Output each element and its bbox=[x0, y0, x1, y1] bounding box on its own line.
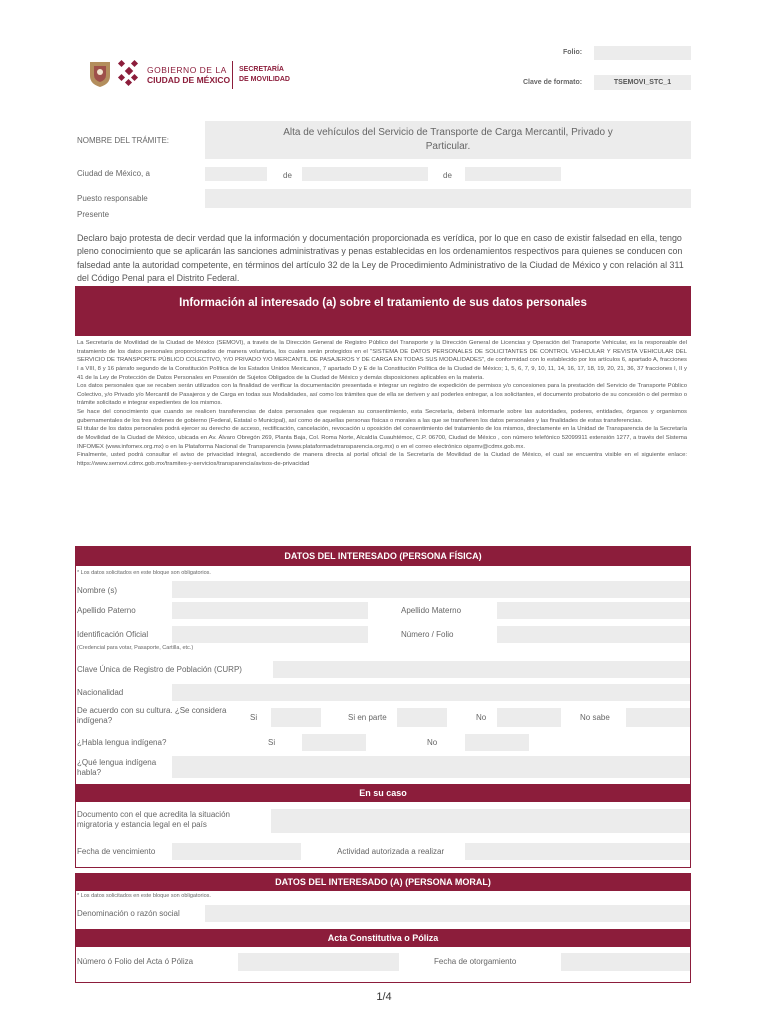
documento-line1: Documento con el que acredita la situación bbox=[77, 810, 230, 819]
cultura-en-parte-box[interactable] bbox=[397, 708, 447, 727]
nacionalidad-label: Nacionalidad bbox=[77, 688, 124, 697]
documento-line2: migratoria y estancia legal en el país bbox=[77, 820, 207, 829]
header-divider bbox=[232, 61, 233, 89]
cdmx-logo bbox=[116, 59, 142, 87]
fecha-dia-field[interactable] bbox=[205, 167, 267, 181]
vencimiento-label: Fecha de vencimiento bbox=[77, 847, 156, 856]
gov-line1: GOBIERNO DE LA bbox=[147, 65, 227, 75]
en-su-caso-title: En su caso bbox=[359, 788, 407, 798]
habla-si-box[interactable] bbox=[302, 734, 366, 751]
tramite-value-line1: Alta de vehículos del Servicio de Transporte de Carga Mercantil, Privado y bbox=[283, 127, 613, 138]
que-lengua-question bbox=[77, 758, 156, 778]
denominacion-field[interactable] bbox=[205, 905, 690, 922]
ap-paterno-label: Apellido Paterno bbox=[77, 606, 136, 615]
nombre-label: Nombre (s) bbox=[77, 586, 118, 595]
tramite-value-line2: Particular. bbox=[425, 141, 471, 152]
documento-label bbox=[77, 810, 230, 830]
moral-title: DATOS DEL INTERESADO (A) (PERSONA MORAL) bbox=[275, 877, 491, 887]
folio-field[interactable] bbox=[594, 46, 691, 60]
privacy-paragraph: El titular de los datos personales podrá ejercer su derecho de acceso, rectificación, cancelación, revocación u oposición del consentimiento del tratamiento de los mismos, directamente en la Unidad de Transparencia de la Secretaría de Movilidad de la Ciudad de México, ubicada en Av. Álvaro Obregón 269, Planta Baja, Col. Roma Norte, Alcaldía Cuauhtémoc, C.P. 06700, Ciudad de México , con número telefónico 52099911 extensión 1277, a través del Sistema INFOMEX (www.infomex.org.mx) o en la Plataforma Nacional de Transparencia (www.plataformadetransparencia.org.mx) o en el correo electrónico oipsmv@cdmx.gob.mx. bbox=[77, 426, 687, 450]
clave-field bbox=[594, 75, 691, 90]
acta-numero-label: Número ó Folio del Acta ó Póliza bbox=[77, 957, 194, 966]
privacy-paragraph: La Secretaría de Movilidad de la Ciudad de México (SEMOVI), a través de la Dirección General de Registro Público del Transporte y la Dirección General de Licencias y Operación del Transporte Vehicular, es la responsable del tratamiento de los datos personales proporcionados de manera voluntaria, los cuales serán protegidos en el "SISTEMA DE DATOS PERSONALES DE SOLICITANTES DE CONTROL VEHICULAR Y REVISTA VEHICULAR DEL SERVICIO DE TRANSPORTE PÚBLICO COLECTIVO, Y/O PRIVADO Y/O MERCANTIL DE PASAJEROS Y DE CARGA EN TODAS SUS MODALIDADES", de conformidad con lo establecido por los artículos 6, apartado A, fracciones I a VIII, 8 y 16 párrafo segundo de la Constitución Política de los Estados Unidos Mexicanos, 7 apartado D y E de la Constitución Política de la Ciudad de México; 1, 5, 6, 7, 9, 10, 11, 14, 16, 17, 18, 19, 20, 21, 36, 37 fracciones I, II y 41 de la Ley de Protección de Datos Personales en Posesión de Sujetos Obligados de la Ciudad de México y demás disposiciones aplicables en la materia. bbox=[77, 340, 687, 381]
denominacion-label: Denominación o razón social bbox=[77, 909, 180, 918]
secretaria-name bbox=[239, 65, 290, 85]
identificacion-label: Identificación Oficial bbox=[77, 630, 149, 639]
tramite-label: NOMBRE DEL TRÁMITE: bbox=[77, 136, 170, 145]
acta-numero-field[interactable] bbox=[238, 953, 399, 971]
cultura-question bbox=[77, 706, 226, 726]
que-lengua-field[interactable] bbox=[172, 756, 690, 778]
privacy-title-bar bbox=[75, 286, 691, 336]
actividad-field[interactable] bbox=[465, 843, 690, 860]
declaration-text: Declaro bajo protesta de decir verdad que la información y documentación proporcionada es verídica, por lo que en caso de existir falsedad en ella, tengo pleno conocimiento que se aplicarán las sanciones administrativas y penas establecidas en los ordenamientos respectivos para quienes se conducen con falsedad ante la autoridad competente, en términos del artículo 32 de la Ley de Procedimiento Administrativo de la Ciudad de México y con relación al 311 del Código Penal para el Distrito Federal. bbox=[77, 233, 684, 283]
clave-value: TSEMOVI_STC_1 bbox=[613, 79, 672, 86]
nombre-field[interactable] bbox=[172, 581, 690, 598]
privacy-paragraph: Se hace del conocimiento que cuando se realicen transferencias de datos personales que requieran su consentimiento, esta Secretaría, deberá informarle sobre las autoridades, poderes, entidades, órganos y organismos gubernamentales de los tres órdenes de gobierno (Federal, Estatal o Municipal), así como de aquellas personas físicas o morales a las que se transfieren los datos personales y las finalidades de estas transferencias. bbox=[77, 409, 687, 424]
privacy-title: Información al interesado (a) sobre el tratamiento de sus datos personales bbox=[179, 297, 587, 309]
identificacion-field[interactable] bbox=[172, 626, 368, 643]
fecha-de1: de bbox=[283, 171, 292, 180]
cultura-si-label: Si bbox=[250, 713, 258, 722]
moral-title-bar bbox=[75, 873, 691, 891]
fecha-de2: de bbox=[443, 171, 452, 180]
privacy-notice bbox=[77, 339, 687, 468]
acta-title: Acta Constitutiva o Póliza bbox=[327, 933, 439, 943]
presente-label: Presente bbox=[77, 210, 110, 219]
fisica-note: * Los datos solicitados en este bloque son obligatorios. bbox=[77, 570, 211, 576]
numero-folio-label: Número / Folio bbox=[401, 630, 454, 639]
privacy-paragraph: Los datos personales que se recaben serán utilizados con la finalidad de verificar la documentación presentada e integrar un registro de expedición de permisos y/o concesiones para la prestación del Servicio de Transporte Público Colectivo, y/o Privado y/o Mercantil de Pasajeros y de Carga en todas sus Modalidades, así como los trámites que de ella se deriven y así poderles entregar, a los solicitantes, el documento probatorio de su concesión o del permiso o trámite solicitado e integrar expedientes de los mismos. bbox=[77, 383, 687, 407]
puesto-field[interactable] bbox=[205, 189, 691, 208]
ap-paterno-field[interactable] bbox=[172, 602, 368, 619]
acta-fecha-field[interactable] bbox=[561, 953, 690, 971]
cultura-no-sabe-box[interactable] bbox=[626, 708, 690, 727]
fisica-title-bar bbox=[75, 546, 691, 566]
habla-question: ¿Habla lengua indígena? bbox=[77, 738, 167, 747]
cultura-si-box[interactable] bbox=[271, 708, 321, 727]
page-number: 1/4 bbox=[376, 991, 392, 1003]
gov-name bbox=[147, 65, 230, 85]
credencial-hint: (Credencial para votar, Pasaporte, Cartilla, etc.) bbox=[77, 645, 194, 651]
moral-note: * Los datos solicitados en este bloque son obligatorios. bbox=[77, 893, 211, 899]
cultura-en-parte-label: Si en parte bbox=[348, 713, 387, 722]
acta-fecha-label: Fecha de otorgamiento bbox=[434, 957, 517, 966]
actividad-label: Actividad autorizada a realizar bbox=[337, 847, 445, 856]
ciudad-fecha-label: Ciudad de México, a bbox=[77, 169, 150, 178]
fisica-title: DATOS DEL INTERESADO (PERSONA FÍSICA) bbox=[284, 551, 482, 561]
coat-of-arms-logo bbox=[88, 60, 112, 88]
documento-field[interactable] bbox=[271, 809, 690, 833]
curp-label: Clave Única de Registro de Población (CURP) bbox=[77, 665, 242, 674]
cultura-q1: De acuerdo con su cultura. ¿Se considera bbox=[77, 706, 227, 715]
folio-label: Folio: bbox=[563, 49, 583, 56]
cultura-no-box[interactable] bbox=[497, 708, 561, 727]
tramite-field bbox=[205, 121, 691, 159]
puesto-label: Puesto responsable bbox=[77, 194, 148, 203]
en-su-caso-bar bbox=[75, 784, 691, 802]
gov-line2: CIUDAD DE MÉXICO bbox=[147, 75, 231, 85]
cultura-no-sabe-label: No sabe bbox=[580, 713, 610, 722]
que-lengua-line2: habla? bbox=[77, 768, 102, 777]
habla-no-label: No bbox=[427, 738, 438, 747]
ap-materno-field[interactable] bbox=[497, 602, 690, 619]
clave-label: Clave de formato: bbox=[523, 79, 583, 86]
vencimiento-field[interactable] bbox=[172, 843, 301, 860]
ap-materno-label: Apellido Materno bbox=[401, 606, 462, 615]
cultura-no-label: No bbox=[476, 713, 487, 722]
header bbox=[0, 0, 768, 110]
fecha-anio-field[interactable] bbox=[465, 167, 561, 181]
privacy-paragraph: Finalmente, usted podrá consultar el aviso de privacidad integral, accediendo de manera directa al portal oficial de la Secretaría de Movilidad de la Ciudad de México, el cual se encuentra visible en el siguiente enlace: https://www.semovi.cdmx.gob.mx/tramites-y-servicios/transparencia/avisos-de-privacidad bbox=[77, 452, 687, 467]
fecha-mes-field[interactable] bbox=[302, 167, 428, 181]
curp-field[interactable] bbox=[273, 661, 690, 678]
numero-folio-field[interactable] bbox=[497, 626, 690, 643]
acta-title-bar bbox=[75, 929, 691, 947]
que-lengua-line1: ¿Qué lengua indígena bbox=[77, 758, 157, 767]
sec-line1: SECRETARÍA bbox=[239, 66, 284, 73]
nacionalidad-field[interactable] bbox=[172, 684, 690, 701]
cultura-q2: indígena? bbox=[77, 716, 113, 725]
habla-no-box[interactable] bbox=[465, 734, 529, 751]
sec-line2: DE MOVILIDAD bbox=[239, 76, 290, 83]
habla-si-label: Si bbox=[268, 738, 276, 747]
